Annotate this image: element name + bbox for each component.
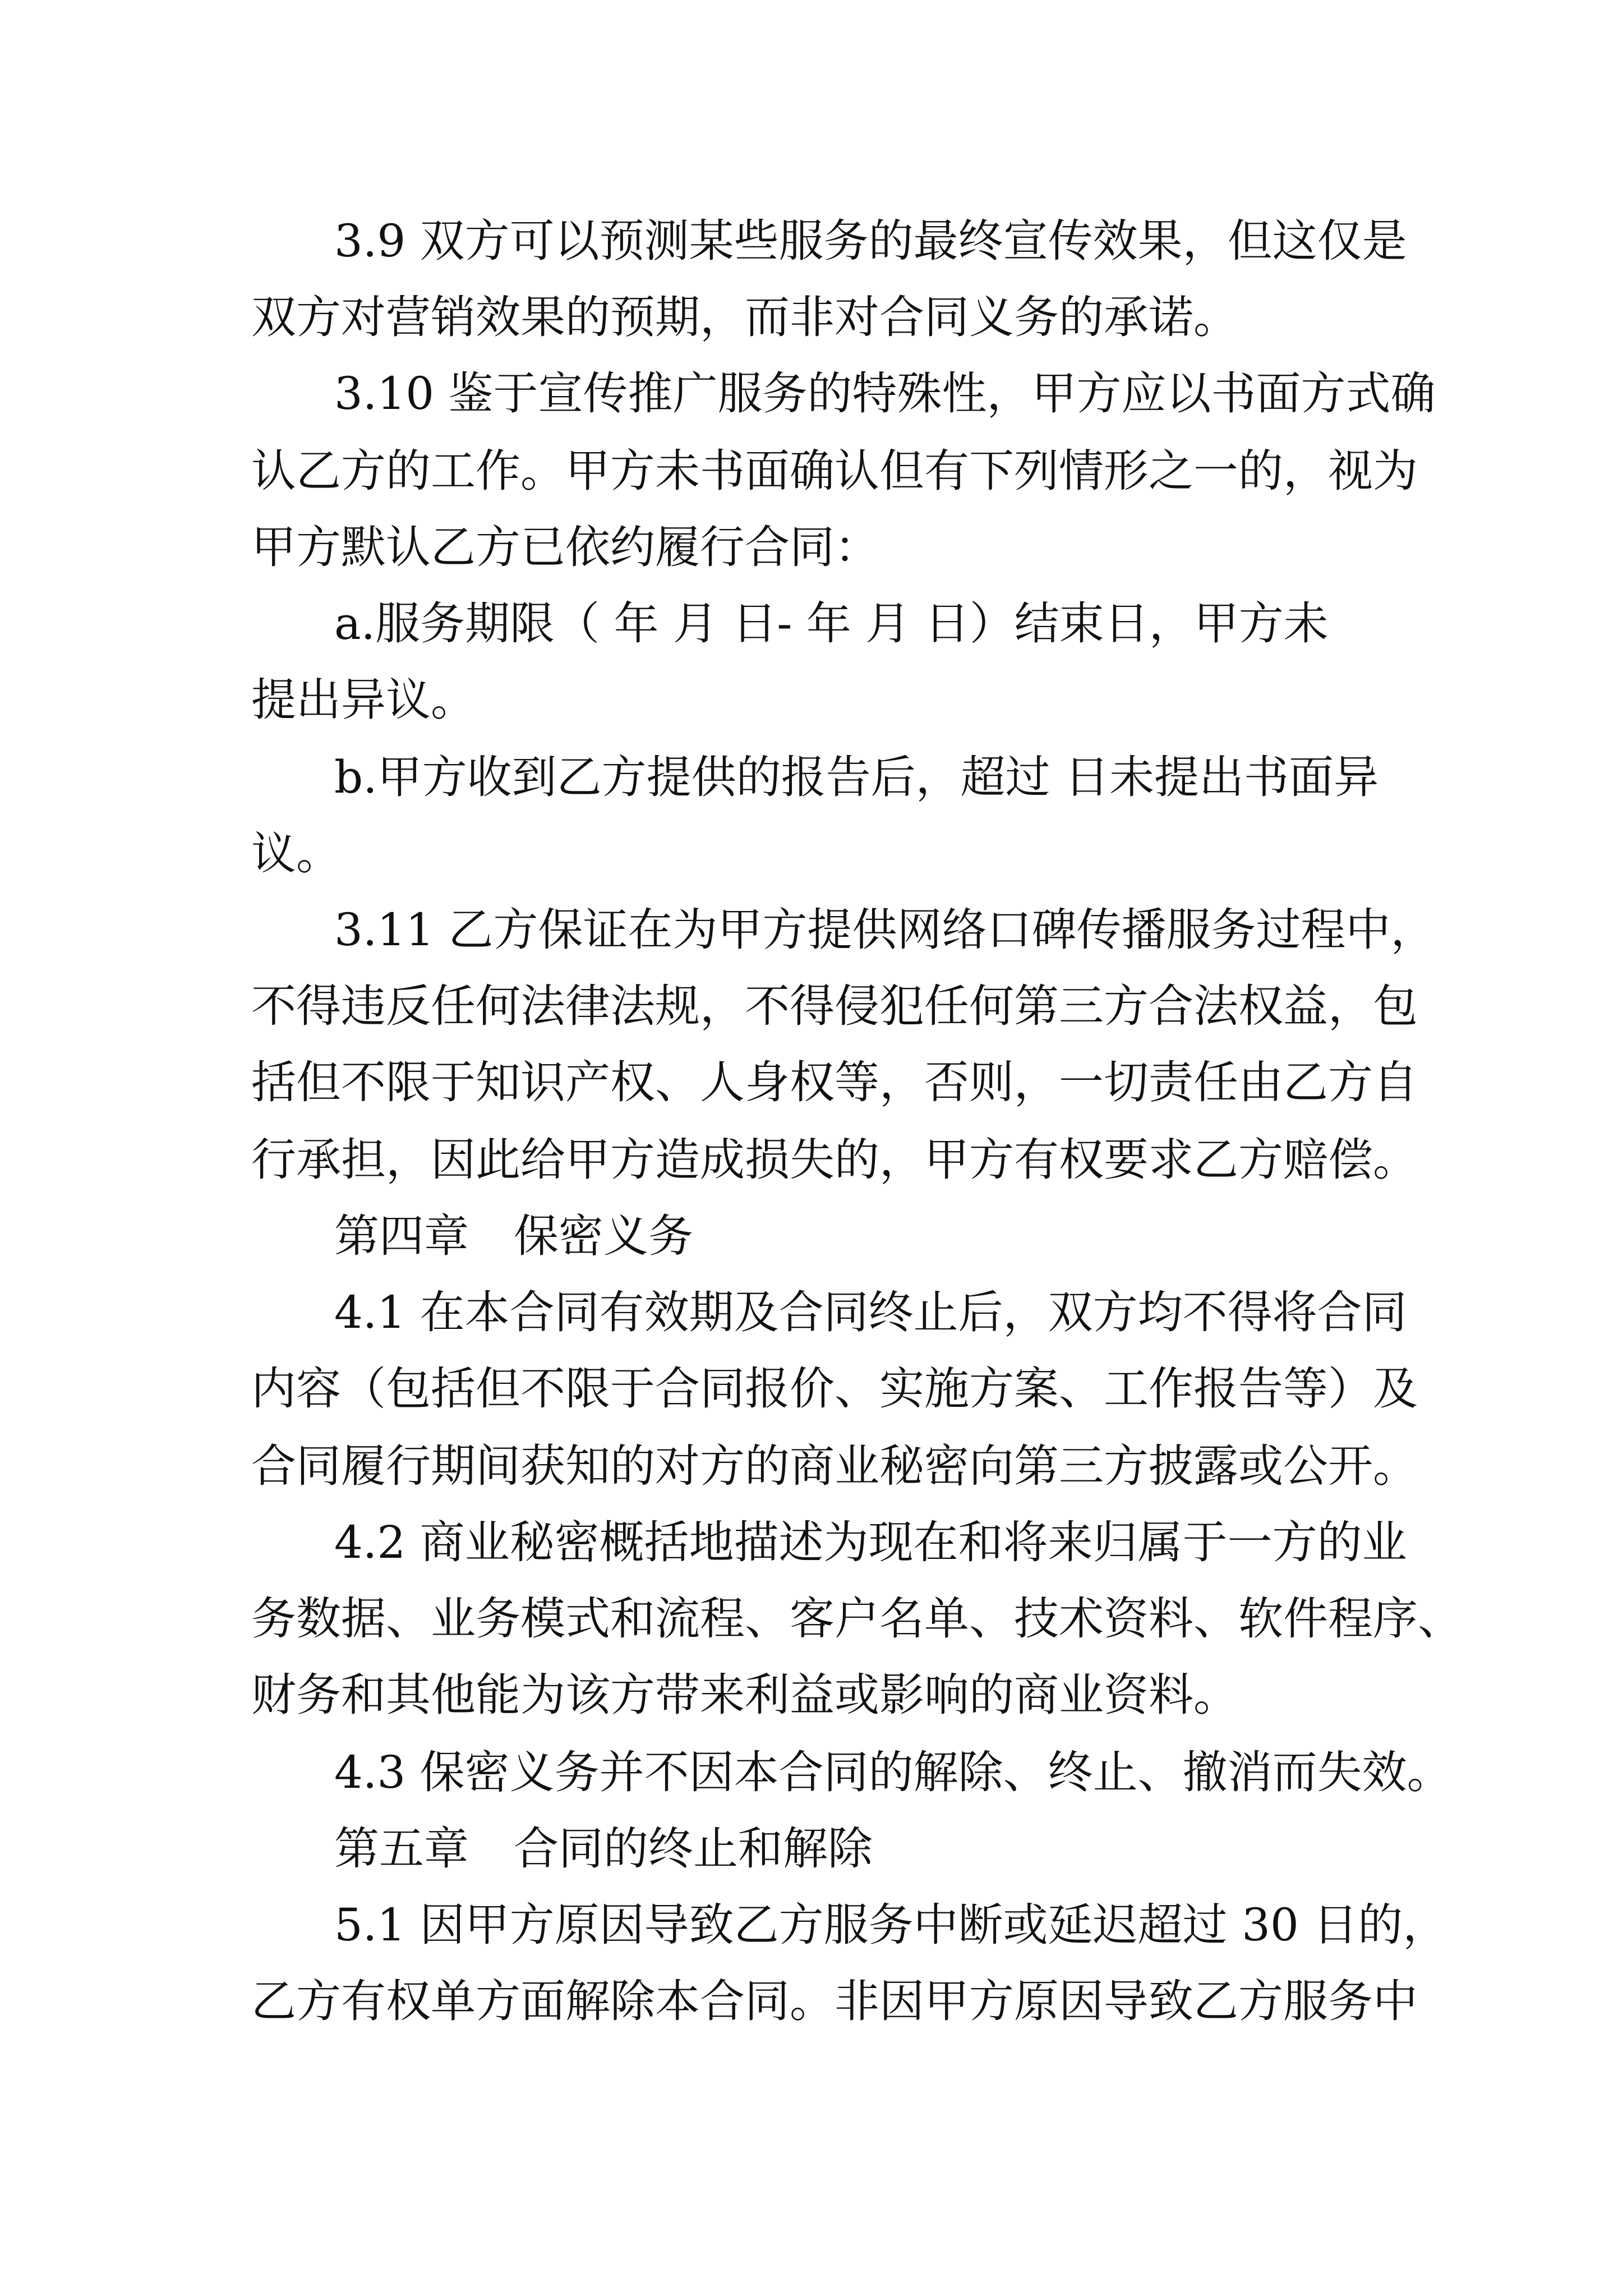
clause-5-1-line-1: 5.1 因甲方原因导致乙方服务中断或延迟超过 30 日的， [334, 1899, 1448, 1951]
item-a-line-1: a.服务期限（ 年 月 日- 年 月 日）结束日，甲方未 [334, 597, 1329, 650]
clause-3-11-line-1: 3.11 乙方保证在为甲方提供网络口碑传播服务过程中， [334, 904, 1436, 956]
item-b-line-2: 议。 [251, 827, 341, 880]
clause-3-10-line-2: 认乙方的工作。甲方未书面确认但有下列情形之一的，视为 [251, 445, 1418, 497]
clause-4-1-line-1: 4.1 在本合同有效期及合同终止后，双方均不得将合同 [334, 1286, 1407, 1338]
clause-3-11-line-2: 不得违反任何法律法规，不得侵犯任何第三方合法权益，包 [251, 980, 1418, 1032]
clause-4-2-line-2: 务数据、业务模式和流程、客户名单、技术资料、软件程序、 [251, 1593, 1463, 1645]
clause-3-10-line-3: 甲方默认乙方已依约履行合同： [251, 521, 879, 573]
chapter-4-heading: 第四章 保密义务 [334, 1210, 693, 1262]
item-b-line-1: b.甲方收到乙方提供的报告后，超过 日未提出书面异 [334, 751, 1379, 803]
clause-4-2-line-3: 财务和其他能为该方带来利益或影响的商业资料。 [251, 1669, 1238, 1721]
clause-5-1-line-2: 乙方有权单方面解除本合同。非因甲方原因导致乙方服务中 [251, 1975, 1418, 2027]
item-a-line-2: 提出异议。 [251, 674, 476, 726]
clause-3-9-line-2: 双方对营销效果的预期，而非对合同义务的承诺。 [251, 291, 1238, 343]
clause-4-2-line-1: 4.2 商业秘密概括地描述为现在和将来归属于一方的业 [334, 1516, 1407, 1568]
clause-4-1-line-3: 合同履行期间获知的对方的商业秘密向第三方披露或公开。 [251, 1440, 1418, 1492]
chapter-5-heading: 第五章 合同的终止和解除 [334, 1823, 873, 1875]
clause-3-10-line-1: 3.10 鉴于宣传推广服务的特殊性，甲方应以书面方式确 [334, 367, 1436, 420]
clause-3-9-line-1: 3.9 双方可以预测某些服务的最终宣传效果，但这仅是 [334, 215, 1407, 267]
clause-4-3-line-1: 4.3 保密义务并不因本合同的解除、终止、撤消而失效。 [334, 1746, 1452, 1798]
clause-4-1-line-2: 内容（包括但不限于合同报价、实施方案、工作报告等）及 [251, 1363, 1418, 1415]
clause-3-11-line-4: 行承担，因此给甲方造成损失的，甲方有权要求乙方赔偿。 [251, 1134, 1418, 1186]
clause-3-11-line-3: 括但不限于知识产权、人身权等，否则，一切责任由乙方自 [251, 1056, 1418, 1108]
